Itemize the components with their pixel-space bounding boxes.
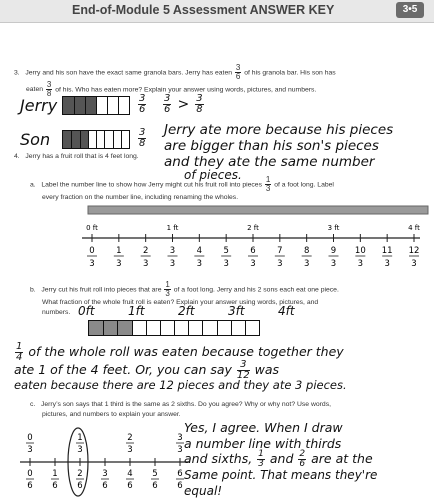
foot-label: 2 ft [247,224,259,232]
q4c-answer-line-4: Same point. That means they're [184,468,378,482]
son-bar-fraction: $\frac{3}{8}$ [139,127,146,149]
sixths-label-numerator: 6 [177,469,183,479]
sixths-label-denominator: 6 [77,481,83,491]
q4a-number-line [0,204,434,274]
thirds-label-numerator: 2 [127,433,133,443]
fraction-label-denominator: 3 [169,259,176,269]
jerry-label: Jerry [20,96,58,115]
q4b-answer-line-2: ate 1 of the 4 feet. Or, you can say $\frac{3}{12}$ was [14,359,280,381]
fraction-label-denominator: 3 [196,259,203,269]
fraction-label-numerator: 1 [116,246,122,256]
bar-segment [146,321,161,335]
bar-segment [118,97,130,114]
fraction-label-numerator: 7 [277,246,283,256]
sixths-label-denominator: 6 [27,481,33,491]
fraction-label-denominator: 3 [277,259,283,269]
q4b-bar-label: 0ft [78,304,95,318]
jerry-fraction-bar [62,96,130,115]
sixths-label-denominator: 6 [52,481,58,491]
q4a-frac: $\frac{1}{3}$ [265,175,271,193]
page-title: End-of-Module 5 Assessment ANSWER KEY [72,3,335,17]
bar-segment [174,321,189,335]
bar-segment [117,321,132,335]
thirds-label-numerator: 0 [27,433,33,443]
fraction-label-numerator: 11 [381,246,393,256]
bar-segment [121,131,130,148]
q4b-frac: $\frac{1}{3}$ [165,280,170,298]
q4b-bar-label: 4ft [278,304,295,318]
thirds-label-numerator: 1 [77,433,83,443]
thirds-label-denominator: 3 [77,445,83,455]
thirds-label-denominator: 3 [27,445,33,455]
q3-text-3: eaten [26,86,44,94]
bar-segment [132,321,147,335]
son-fraction-bar [62,130,130,149]
bar-segment [245,321,260,335]
q4c-answer-line-5: equal! [184,484,223,498]
q4c-letter: c. [30,401,36,408]
q3-answer-line-3: and they ate the same number [164,154,375,170]
q4c-answer-line-2: a number line with thirds [184,436,342,451]
fraction-label-numerator: 6 [250,246,256,256]
q4b-bar-label: 2ft [178,304,195,318]
q4b-fruit-roll-bar [88,320,260,336]
sixths-label-denominator: 6 [177,481,183,491]
fraction-label-denominator: 3 [250,259,256,269]
fraction-label-numerator: 2 [142,246,149,256]
fraction-label-numerator: 3 [169,246,176,256]
q4a-prompt: a. Label the number line to show how Jerry might cut his fruit roll into pieces $\frac{1}{3}$ of a foot long. Label every fraction on the number line, including renaming the wholes. [30,175,334,201]
q3-answer-line-2: are bigger than his son's pieces [164,138,379,154]
sixths-label-numerator: 3 [102,469,108,479]
q4a-letter: a. [30,181,36,189]
thirds-label-denominator: 3 [127,445,133,455]
q4b-bar-labels [0,304,434,320]
q3-number: 3. [14,69,20,77]
q3-frac-son: $\frac{3}{8}$ [46,80,52,98]
q4b-bar-label: 3ft [228,304,245,318]
thirds-label-numerator: 3 [177,433,183,443]
q3-text-1: Jerry and his son have the exact same granola bars. Jerry has eaten [25,69,233,77]
fraction-label-denominator: 3 [89,259,95,269]
fraction-label-numerator: 9 [330,246,337,256]
q4c-answer-line-1: Yes, I agree. When I draw [184,420,343,435]
q3-frac-jerry: $\frac{3}{6}$ [235,63,241,81]
thirds-label-denominator: 3 [177,445,183,455]
jerry-bar-fraction: $\frac{3}{6}$ [139,93,146,115]
fraction-label-denominator: 3 [223,259,229,269]
bar-segment [188,321,203,335]
q3-text-2: of his granola bar. His son has [244,69,336,77]
fraction-label-denominator: 3 [116,259,122,269]
fraction-label-numerator: 5 [223,246,229,256]
sixths-label-numerator: 2 [77,469,83,479]
q4b-prompt: b. Jerry cut his fruit roll into pieces that are $\frac{1}{3}$ of a foot long. Jerry and his 2 sons each eat one piece. What fraction of the whole fruit roll is eaten? Explain your answer using words, pictures, and numbers. [30,280,339,316]
bar-segment [160,321,175,335]
q4b-answer-line-3: eaten because there are 12 pieces and they ate 3 pieces. [14,378,347,392]
q4-prompt [14,152,139,162]
bar-segment [217,321,232,335]
module-badge: 3•5 [396,2,424,18]
q4c-answer-frac-2: $\frac{2}{6}$ [299,449,306,469]
q4b-bar-label: 1ft [128,304,145,318]
q4c-answer-line-3: and sixths, $\frac{1}{3}$ and $\frac{2}{6}$ are at the [184,449,373,469]
q4c-number-line [12,424,202,500]
sixths-label-numerator: 4 [127,469,133,479]
fraction-label-denominator: 3 [142,259,149,269]
q3-prompt [14,64,424,98]
foot-label: 0 ft [86,224,98,232]
fraction-label-denominator: 3 [330,259,337,269]
fraction-label-numerator: 4 [196,246,203,256]
foot-label: 4 ft [408,224,420,232]
bar-segment [103,321,118,335]
sixths-label-numerator: 0 [27,469,33,479]
fraction-label-numerator: 12 [408,246,420,256]
sixths-label-denominator: 6 [152,481,158,491]
bar-segment [202,321,217,335]
fraction-label-denominator: 3 [384,259,390,269]
fraction-label-denominator: 3 [303,259,310,269]
q4-text: Jerry has a fruit roll that is 4 feet long. [25,153,139,160]
q4b-answer-line-1: $\frac{1}{4}$ of the whole roll was eaten because together they [16,341,344,363]
sixths-label-denominator: 6 [127,481,133,491]
fruit-roll-bar [88,206,428,214]
q4-number: 4. [14,153,20,160]
sixths-label-numerator: 1 [52,469,58,479]
q4c-prompt: c. Jerry’s son says that 1 third is the same as 2 sixths. Do you agree? Why or why not? Use words, pictures, and numbers to explain your answer. [30,401,331,418]
comparison: $\frac{3}{6}$ > $\frac{3}{8}$ [164,93,203,115]
q4c-inline-one: 1 [104,401,109,408]
q4b-letter: b. [30,286,36,294]
son-label: Son [20,130,51,149]
foot-label: 1 ft [166,224,179,232]
q4b-answer-frac: $\frac{1}{4}$ [16,341,23,363]
fraction-label-denominator: 3 [357,259,364,269]
fraction-label-numerator: 8 [303,246,310,256]
bar-segment [63,131,71,148]
bar-segment [231,321,246,335]
foot-label: 3 ft [327,224,340,232]
fraction-label-numerator: 0 [89,246,95,256]
bar-segment [89,321,103,335]
q3-text-4: of his. Who has eaten more? Explain your answer using words, pictures, and numbers. [55,86,317,94]
sixths-label-denominator: 6 [102,481,108,491]
q3-answer-line-1: Jerry ate more because his pieces [164,122,394,138]
fraction-label-numerator: 10 [354,246,366,256]
q4c-answer-frac-1: $\frac{1}{3}$ [258,449,264,469]
q4b-answer-frac-2: $\frac{3}{12}$ [236,359,250,381]
sixths-label-numerator: 5 [152,469,158,479]
bar-segment [63,97,74,114]
fraction-label-denominator: 3 [411,259,417,269]
q3-answer-line-4: of pieces. [184,168,242,182]
greater-than-symbol: > [177,96,190,113]
page-header [0,0,434,23]
